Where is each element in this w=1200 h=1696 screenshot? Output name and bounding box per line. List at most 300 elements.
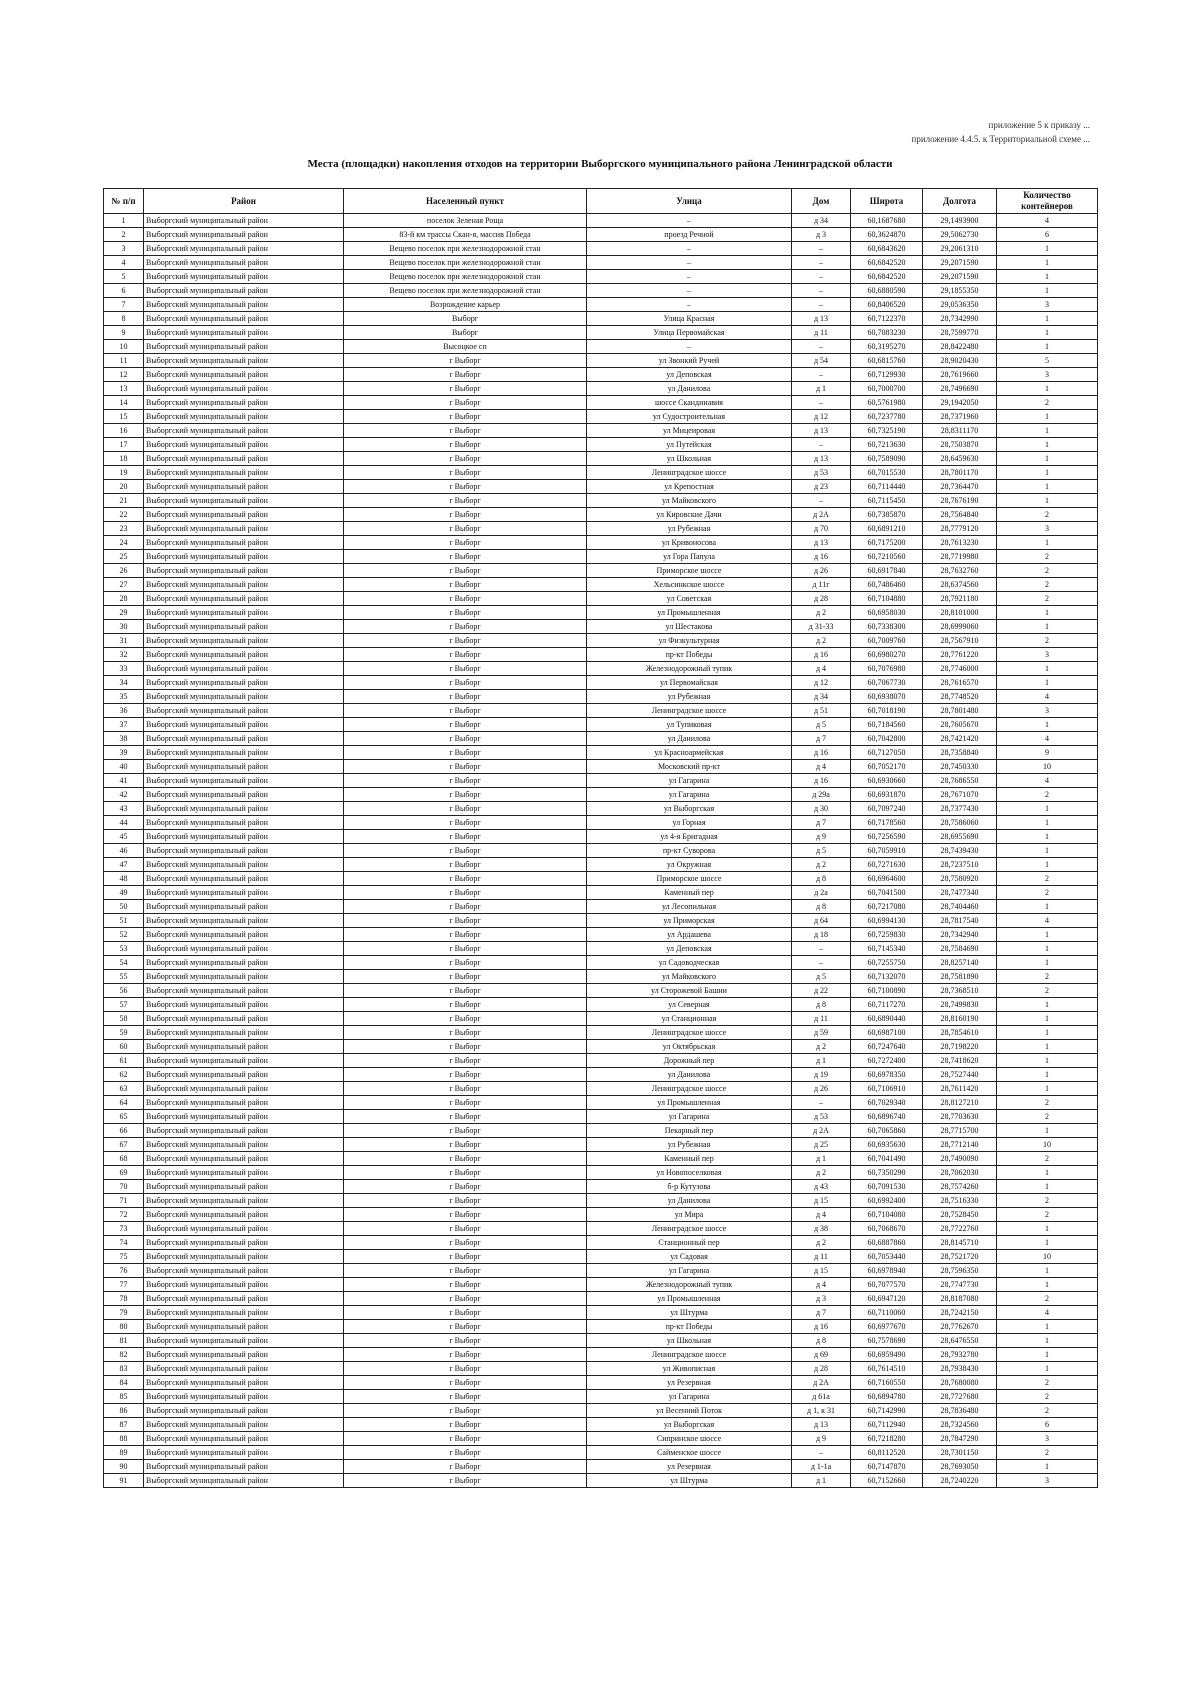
cell-latitude: 60,7106910	[851, 1082, 923, 1096]
cell-longitude: 28,7418620	[923, 1054, 997, 1068]
cell-house: д 2	[792, 1166, 851, 1180]
table-row	[104, 1474, 1098, 1488]
cell-container-count: 1	[997, 494, 1098, 508]
table-row	[104, 298, 1098, 312]
cell-house: д 8	[792, 900, 851, 914]
cell-longitude: 28,9020430	[923, 354, 997, 368]
cell-district: Выборгский муниципальный район	[144, 298, 344, 312]
cell-settlement: г Выборг	[344, 1068, 587, 1082]
cell-district: Выборгский муниципальный район	[144, 858, 344, 872]
cell-container-count: 2	[997, 1390, 1098, 1404]
cell-street: пр-кт Суворова	[587, 844, 792, 858]
cell-settlement: г Выборг	[344, 1292, 587, 1306]
cell-latitude: 60,6978940	[851, 1264, 923, 1278]
cell-settlement: г Выборг	[344, 1362, 587, 1376]
cell-number: 2	[104, 228, 144, 242]
cell-longitude: 28,7567910	[923, 634, 997, 648]
cell-street: ул Путейская	[587, 438, 792, 452]
cell-latitude: 60,6994130	[851, 914, 923, 928]
cell-container-count: 2	[997, 1208, 1098, 1222]
cell-district: Выборгский муниципальный район	[144, 1138, 344, 1152]
cell-street: –	[587, 242, 792, 256]
cell-longitude: 28,7761220	[923, 648, 997, 662]
cell-settlement: г Выборг	[344, 396, 587, 410]
cell-latitude: 60,7114440	[851, 480, 923, 494]
cell-house: д 1, к 31	[792, 1404, 851, 1418]
table-row	[104, 914, 1098, 928]
cell-house: д 26	[792, 1082, 851, 1096]
cell-settlement: Высоцкое сп	[344, 340, 587, 354]
cell-latitude: 60,6938070	[851, 690, 923, 704]
cell-container-count: 1	[997, 452, 1098, 466]
cell-settlement: г Выборг	[344, 536, 587, 550]
cell-district: Выборгский муниципальный район	[144, 1390, 344, 1404]
cell-street: ул Крепостная	[587, 480, 792, 494]
table-row	[104, 802, 1098, 816]
cell-number: 57	[104, 998, 144, 1012]
cell-number: 64	[104, 1096, 144, 1110]
cell-container-count: 2	[997, 396, 1098, 410]
cell-settlement: г Выборг	[344, 1278, 587, 1292]
cell-street: ул Мира	[587, 1208, 792, 1222]
cell-container-count: 2	[997, 1376, 1098, 1390]
cell-latitude: 60,3195270	[851, 340, 923, 354]
cell-district: Выборгский муниципальный район	[144, 312, 344, 326]
cell-number: 1	[104, 214, 144, 228]
cell-container-count: 2	[997, 788, 1098, 802]
cell-district: Выборгский муниципальный район	[144, 620, 344, 634]
cell-street: ул Рубежная	[587, 1138, 792, 1152]
cell-district: Выборгский муниципальный район	[144, 914, 344, 928]
cell-longitude: 28,7719980	[923, 550, 997, 564]
cell-container-count: 1	[997, 1082, 1098, 1096]
table-row	[104, 816, 1098, 830]
cell-latitude: 60,7097240	[851, 802, 923, 816]
cell-house: д 2	[792, 858, 851, 872]
cell-number: 16	[104, 424, 144, 438]
cell-number: 75	[104, 1250, 144, 1264]
cell-settlement: г Выборг	[344, 550, 587, 564]
cell-latitude: 60,7142990	[851, 1404, 923, 1418]
cell-longitude: 28,7801480	[923, 704, 997, 718]
cell-number: 32	[104, 648, 144, 662]
cell-street: ул Гагарина	[587, 788, 792, 802]
cell-number: 79	[104, 1306, 144, 1320]
cell-latitude: 60,6894780	[851, 1390, 923, 1404]
cell-settlement: г Выборг	[344, 732, 587, 746]
cell-district: Выборгский муниципальный район	[144, 536, 344, 550]
cell-number: 10	[104, 340, 144, 354]
cell-district: Выборгский муниципальный район	[144, 816, 344, 830]
cell-longitude: 28,7584690	[923, 942, 997, 956]
table-row	[104, 1432, 1098, 1446]
cell-settlement: г Выборг	[344, 1180, 587, 1194]
cell-house: д 13	[792, 312, 851, 326]
cell-settlement: г Выборг	[344, 900, 587, 914]
cell-longitude: 28,7377430	[923, 802, 997, 816]
cell-longitude: 28,7605670	[923, 718, 997, 732]
cell-settlement: г Выборг	[344, 914, 587, 928]
cell-district: Выборгский муниципальный район	[144, 760, 344, 774]
cell-house: д 54	[792, 354, 851, 368]
table-row	[104, 1110, 1098, 1124]
cell-district: Выборгский муниципальный район	[144, 928, 344, 942]
cell-latitude: 60,7259830	[851, 928, 923, 942]
cell-street: ул Живописная	[587, 1362, 792, 1376]
cell-number: 78	[104, 1292, 144, 1306]
cell-district: Выборгский муниципальный район	[144, 1068, 344, 1082]
cell-street: ул Судостроительная	[587, 410, 792, 424]
cell-district: Выборгский муниципальный район	[144, 802, 344, 816]
cell-number: 54	[104, 956, 144, 970]
cell-district: Выборгский муниципальный район	[144, 746, 344, 760]
cell-district: Выборгский муниципальный район	[144, 578, 344, 592]
table-row	[104, 214, 1098, 228]
cell-longitude: 28,7619660	[923, 368, 997, 382]
table-row	[104, 1362, 1098, 1376]
cell-longitude: 28,6999060	[923, 620, 997, 634]
cell-district: Выборгский муниципальный район	[144, 1194, 344, 1208]
cell-latitude: 60,6917840	[851, 564, 923, 578]
cell-settlement: г Выборг	[344, 452, 587, 466]
cell-container-count: 4	[997, 1306, 1098, 1320]
cell-settlement: г Выборг	[344, 984, 587, 998]
cell-house: д 8	[792, 998, 851, 1012]
cell-number: 73	[104, 1222, 144, 1236]
cell-longitude: 28,7301150	[923, 1446, 997, 1460]
cell-settlement: г Выборг	[344, 662, 587, 676]
cell-house: д 11	[792, 326, 851, 340]
cell-longitude: 28,7854610	[923, 1026, 997, 1040]
cell-number: 59	[104, 1026, 144, 1040]
cell-settlement: г Выборг	[344, 410, 587, 424]
cell-district: Выборгский муниципальный район	[144, 1096, 344, 1110]
cell-house: д 53	[792, 1110, 851, 1124]
cell-settlement: г Выборг	[344, 522, 587, 536]
cell-settlement: г Выборг	[344, 1040, 587, 1054]
cell-longitude: 28,6459630	[923, 452, 997, 466]
cell-settlement: г Выборг	[344, 1194, 587, 1208]
table-row	[104, 536, 1098, 550]
header-number: № п/п	[104, 189, 144, 214]
cell-latitude: 60,6896740	[851, 1110, 923, 1124]
table-row	[104, 858, 1098, 872]
cell-container-count: 3	[997, 704, 1098, 718]
cell-settlement: г Выборг	[344, 1138, 587, 1152]
cell-longitude: 29,1493900	[923, 214, 997, 228]
cell-longitude: 28,7237510	[923, 858, 997, 872]
cell-latitude: 60,7175200	[851, 536, 923, 550]
cell-number: 31	[104, 634, 144, 648]
cell-longitude: 28,7938430	[923, 1362, 997, 1376]
cell-latitude: 60,6959490	[851, 1348, 923, 1362]
cell-container-count: 1	[997, 536, 1098, 550]
cell-house: д 2А	[792, 508, 851, 522]
cell-street: ул Горная	[587, 816, 792, 830]
table-row	[104, 1306, 1098, 1320]
cell-longitude: 28,7722760	[923, 1222, 997, 1236]
cell-longitude: 28,7801170	[923, 466, 997, 480]
cell-longitude: 28,7358840	[923, 746, 997, 760]
cell-district: Выборгский муниципальный район	[144, 984, 344, 998]
cell-latitude: 60,6931870	[851, 788, 923, 802]
cell-latitude: 60,6890440	[851, 1012, 923, 1026]
table-row	[104, 690, 1098, 704]
cell-longitude: 28,7712140	[923, 1138, 997, 1152]
cell-latitude: 60,7104080	[851, 1208, 923, 1222]
cell-longitude: 28,8311170	[923, 424, 997, 438]
cell-latitude: 60,6978350	[851, 1068, 923, 1082]
cell-longitude: 28,7490090	[923, 1152, 997, 1166]
cell-number: 56	[104, 984, 144, 998]
cell-longitude: 28,7817540	[923, 914, 997, 928]
cell-house: д 2	[792, 634, 851, 648]
table-row	[104, 606, 1098, 620]
cell-district: Выборгский муниципальный район	[144, 998, 344, 1012]
cell-district: Выборгский муниципальный район	[144, 900, 344, 914]
table-row	[104, 354, 1098, 368]
cell-latitude: 60,6977670	[851, 1320, 923, 1334]
cell-latitude: 60,7029340	[851, 1096, 923, 1110]
cell-latitude: 60,7210560	[851, 550, 923, 564]
cell-house: д 70	[792, 522, 851, 536]
cell-number: 7	[104, 298, 144, 312]
cell-settlement: г Выборг	[344, 466, 587, 480]
cell-house: д 69	[792, 1348, 851, 1362]
table-row	[104, 1194, 1098, 1208]
cell-house: д 34	[792, 690, 851, 704]
cell-number: 69	[104, 1166, 144, 1180]
cell-longitude: 28,7599770	[923, 326, 997, 340]
table-row	[104, 970, 1098, 984]
cell-district: Выборгский муниципальный район	[144, 480, 344, 494]
cell-container-count: 2	[997, 564, 1098, 578]
cell-house: д 28	[792, 592, 851, 606]
cell-container-count: 1	[997, 1334, 1098, 1348]
cell-number: 24	[104, 536, 144, 550]
table-row	[104, 424, 1098, 438]
cell-latitude: 60,7132070	[851, 970, 923, 984]
cell-longitude: 28,7703630	[923, 1110, 997, 1124]
cell-container-count: 1	[997, 1026, 1098, 1040]
cell-house: д 4	[792, 1208, 851, 1222]
cell-longitude: 28,8160190	[923, 1012, 997, 1026]
cell-settlement: г Выборг	[344, 606, 587, 620]
cell-district: Выборгский муниципальный район	[144, 1110, 344, 1124]
cell-number: 55	[104, 970, 144, 984]
cell-latitude: 60,7486460	[851, 578, 923, 592]
cell-street: ул Окружная	[587, 858, 792, 872]
cell-latitude: 60,1687680	[851, 214, 923, 228]
cell-settlement: г Выборг	[344, 1026, 587, 1040]
cell-latitude: 60,5761980	[851, 396, 923, 410]
cell-number: 72	[104, 1208, 144, 1222]
table-row	[104, 578, 1098, 592]
cell-number: 18	[104, 452, 144, 466]
cell-container-count: 2	[997, 886, 1098, 900]
cell-number: 84	[104, 1376, 144, 1390]
cell-latitude: 60,3624870	[851, 228, 923, 242]
cell-number: 43	[104, 802, 144, 816]
cell-longitude: 28,7499830	[923, 998, 997, 1012]
cell-settlement: г Выборг	[344, 1460, 587, 1474]
cell-longitude: 28,7439430	[923, 844, 997, 858]
cell-street: ул Гагарина	[587, 774, 792, 788]
cell-latitude: 60,7247640	[851, 1040, 923, 1054]
table-row	[104, 662, 1098, 676]
table-row	[104, 900, 1098, 914]
cell-number: 33	[104, 662, 144, 676]
cell-district: Выборгский муниципальный район	[144, 1320, 344, 1334]
cell-container-count: 1	[997, 1166, 1098, 1180]
table-row	[104, 1054, 1098, 1068]
cell-street: б-р Кутузова	[587, 1180, 792, 1194]
cell-longitude: 28,7421420	[923, 732, 997, 746]
cell-container-count: 1	[997, 1278, 1098, 1292]
cell-street: Улица Красная	[587, 312, 792, 326]
table-row	[104, 396, 1098, 410]
cell-district: Выборгский муниципальный район	[144, 648, 344, 662]
cell-number: 4	[104, 256, 144, 270]
cell-street: Сайменское шоссе	[587, 1446, 792, 1460]
cell-latitude: 60,7117270	[851, 998, 923, 1012]
cell-container-count: 3	[997, 298, 1098, 312]
cell-street: Каменный пер	[587, 1152, 792, 1166]
cell-street: Ленинградское шоссе	[587, 704, 792, 718]
cell-container-count: 1	[997, 256, 1098, 270]
cell-street: Приморское шоссе	[587, 872, 792, 886]
table-row	[104, 676, 1098, 690]
cell-house: д 38	[792, 1222, 851, 1236]
cell-street: ул Северная	[587, 998, 792, 1012]
document-title: Места (площадки) накопления отходов на территории Выборгского муниципального района Ленинградской области	[307, 158, 893, 170]
cell-street: Дорожный пер	[587, 1054, 792, 1068]
cell-latitude: 60,7578690	[851, 1334, 923, 1348]
cell-street: ул Деповская	[587, 368, 792, 382]
header-settlement: Населенный пункт	[344, 189, 587, 214]
cell-settlement: г Выборг	[344, 1110, 587, 1124]
cell-settlement: г Выборг	[344, 1264, 587, 1278]
cell-number: 36	[104, 704, 144, 718]
cell-longitude: 28,7616570	[923, 676, 997, 690]
cell-number: 8	[104, 312, 144, 326]
cell-number: 89	[104, 1446, 144, 1460]
cell-number: 81	[104, 1334, 144, 1348]
cell-container-count: 4	[997, 690, 1098, 704]
cell-longitude: 28,7324560	[923, 1418, 997, 1432]
cell-district: Выборгский муниципальный район	[144, 788, 344, 802]
cell-container-count: 1	[997, 1124, 1098, 1138]
cell-number: 6	[104, 284, 144, 298]
table-row	[104, 326, 1098, 340]
cell-house: –	[792, 956, 851, 970]
cell-number: 87	[104, 1418, 144, 1432]
cell-longitude: 28,7364470	[923, 480, 997, 494]
cell-district: Выборгский муниципальный район	[144, 606, 344, 620]
cell-settlement: г Выборг	[344, 1334, 587, 1348]
cell-number: 22	[104, 508, 144, 522]
cell-street: Железнодорожный тупик	[587, 662, 792, 676]
cell-settlement: г Выборг	[344, 1222, 587, 1236]
cell-container-count: 3	[997, 1474, 1098, 1488]
cell-house: –	[792, 494, 851, 508]
table-row	[104, 718, 1098, 732]
cell-street: ул Штурма	[587, 1306, 792, 1320]
cell-settlement: г Выборг	[344, 1250, 587, 1264]
table-row	[104, 1292, 1098, 1306]
cell-house: д 51	[792, 704, 851, 718]
table-row	[104, 270, 1098, 284]
cell-house: д 13	[792, 536, 851, 550]
table-row	[104, 564, 1098, 578]
table-row	[104, 760, 1098, 774]
cell-container-count: 9	[997, 746, 1098, 760]
cell-house: д 11	[792, 1250, 851, 1264]
table-row	[104, 1222, 1098, 1236]
cell-number: 28	[104, 592, 144, 606]
cell-longitude: 28,7748520	[923, 690, 997, 704]
cell-street: Ленинградское шоссе	[587, 1348, 792, 1362]
cell-number: 52	[104, 928, 144, 942]
cell-house: д 2А	[792, 1376, 851, 1390]
table-row	[104, 830, 1098, 844]
cell-district: Выборгский муниципальный район	[144, 466, 344, 480]
table-row	[104, 1012, 1098, 1026]
cell-latitude: 60,6964600	[851, 872, 923, 886]
cell-street: ул Резервная	[587, 1376, 792, 1390]
cell-number: 13	[104, 382, 144, 396]
cell-number: 30	[104, 620, 144, 634]
cell-settlement: г Выборг	[344, 382, 587, 396]
cell-latitude: 60,6935630	[851, 1138, 923, 1152]
cell-settlement: Вещево поселок при железнодорожной стан	[344, 256, 587, 270]
table-row	[104, 1180, 1098, 1194]
cell-district: Выборгский муниципальный район	[144, 256, 344, 270]
cell-settlement: г Выборг	[344, 564, 587, 578]
cell-street: ул Рубежная	[587, 522, 792, 536]
cell-container-count: 1	[997, 1460, 1098, 1474]
cell-house: д 26	[792, 564, 851, 578]
cell-container-count: 2	[997, 872, 1098, 886]
cell-house: д 28	[792, 1362, 851, 1376]
cell-latitude: 60,7325190	[851, 424, 923, 438]
cell-latitude: 60,7065860	[851, 1124, 923, 1138]
cell-longitude: 28,7586060	[923, 816, 997, 830]
cell-settlement: г Выборг	[344, 1348, 587, 1362]
table-row	[104, 382, 1098, 396]
table-row	[104, 1096, 1098, 1110]
cell-settlement: Выборг	[344, 326, 587, 340]
cell-longitude: 28,8422480	[923, 340, 997, 354]
table-row	[104, 1082, 1098, 1096]
cell-number: 65	[104, 1110, 144, 1124]
cell-street: ул Майковского	[587, 970, 792, 984]
cell-street: Московский пр-кт	[587, 760, 792, 774]
cell-house: д 31-33	[792, 620, 851, 634]
cell-settlement: г Выборг	[344, 1474, 587, 1488]
cell-number: 34	[104, 676, 144, 690]
table-row	[104, 1068, 1098, 1082]
cell-district: Выборгский муниципальный район	[144, 564, 344, 578]
cell-latitude: 60,7160550	[851, 1376, 923, 1390]
cell-house: д 53	[792, 466, 851, 480]
cell-container-count: 2	[997, 984, 1098, 998]
cell-container-count: 2	[997, 1404, 1098, 1418]
cell-settlement: г Выборг	[344, 634, 587, 648]
cell-district: Выборгский муниципальный район	[144, 550, 344, 564]
cell-settlement: г Выборг	[344, 858, 587, 872]
cell-district: Выборгский муниципальный район	[144, 1348, 344, 1362]
